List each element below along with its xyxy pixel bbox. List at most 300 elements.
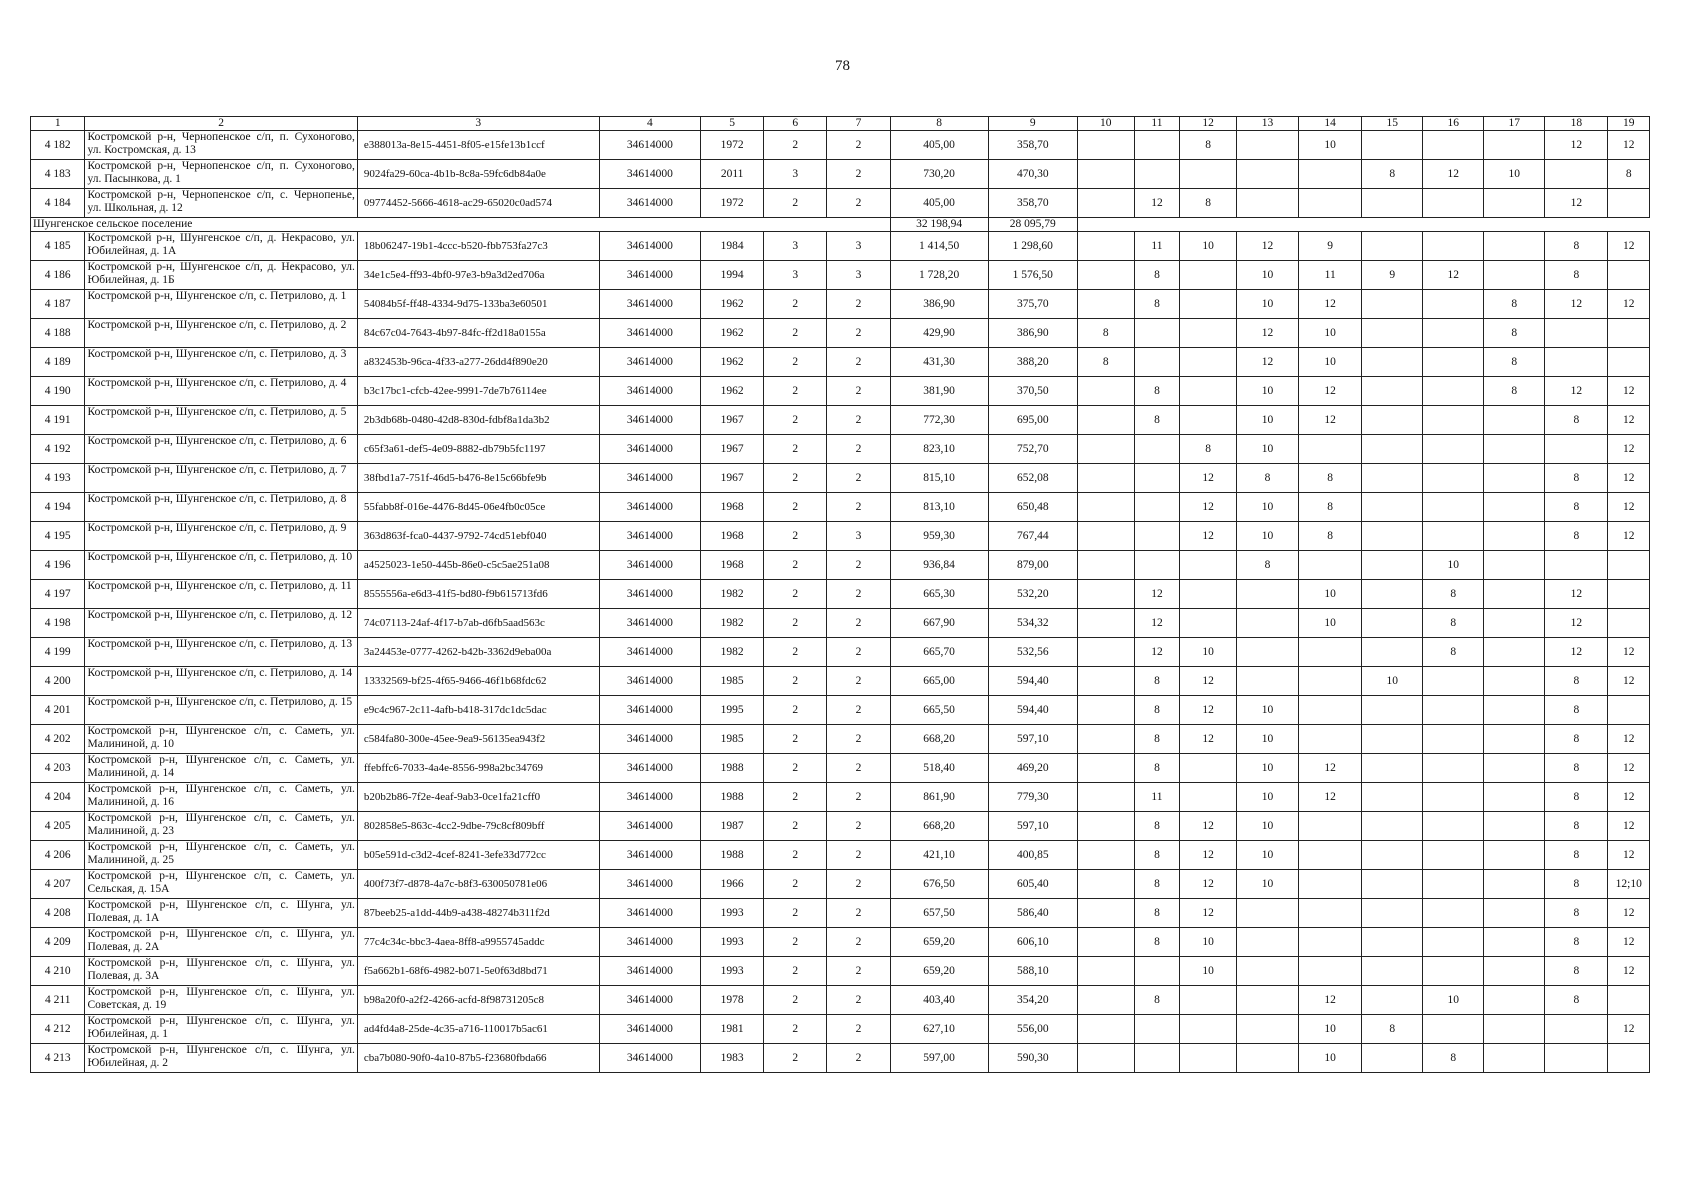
year-built: 1988 (701, 841, 764, 870)
c11 (1134, 957, 1180, 986)
c19: 12;10 (1608, 870, 1650, 899)
c12: 12 (1180, 899, 1237, 928)
c16 (1423, 406, 1484, 435)
c16: 10 (1423, 986, 1484, 1015)
table-row (31, 131, 1650, 160)
c13 (1236, 160, 1298, 189)
c18 (1545, 1015, 1608, 1044)
record-number: 4 199 (31, 638, 85, 667)
year-built: 1962 (701, 319, 764, 348)
year-built: 1981 (701, 1015, 764, 1044)
c11: 11 (1134, 232, 1180, 261)
c19: 12 (1608, 754, 1650, 783)
oktmo-code: 34614000 (599, 493, 700, 522)
floors-count: 2 (764, 841, 827, 870)
entrances-count: 2 (827, 1015, 890, 1044)
total-area: 676,50 (890, 870, 988, 899)
c10 (1077, 290, 1134, 319)
c12 (1180, 754, 1237, 783)
floors-count: 2 (764, 754, 827, 783)
table-row (31, 189, 1650, 218)
c10 (1077, 957, 1134, 986)
c17: 8 (1484, 377, 1545, 406)
table-row (31, 406, 1650, 435)
column-number: 14 (1299, 117, 1362, 131)
column-numbers-row (31, 117, 1650, 131)
c19 (1608, 609, 1650, 638)
c11: 12 (1134, 638, 1180, 667)
living-area: 779,30 (988, 783, 1077, 812)
c13: 10 (1236, 870, 1298, 899)
c10 (1077, 667, 1134, 696)
address: Костромской р-н, Шунгенское с/п, с. Петрилово, д. 11 (85, 580, 357, 609)
c19 (1608, 261, 1650, 290)
entrances-count: 2 (827, 493, 890, 522)
c15 (1362, 580, 1423, 609)
c11 (1134, 131, 1180, 160)
floors-count: 2 (764, 899, 827, 928)
c15 (1362, 232, 1423, 261)
table-row (31, 638, 1650, 667)
entrances-count: 2 (827, 899, 890, 928)
year-built: 1993 (701, 899, 764, 928)
floors-count: 2 (764, 493, 827, 522)
fias-guid: ffebffc6-7033-4a4e-8556-998a2bc34769 (357, 754, 599, 783)
c12 (1180, 406, 1237, 435)
entrances-count: 2 (827, 319, 890, 348)
c15 (1362, 870, 1423, 899)
oktmo-code: 34614000 (599, 464, 700, 493)
c14: 8 (1299, 493, 1362, 522)
c10 (1077, 189, 1134, 218)
c16 (1423, 522, 1484, 551)
c15 (1362, 189, 1423, 218)
c15 (1362, 957, 1423, 986)
c18: 12 (1545, 609, 1608, 638)
c13: 10 (1236, 754, 1298, 783)
year-built: 1982 (701, 609, 764, 638)
c12 (1180, 1044, 1237, 1073)
year-built: 1967 (701, 464, 764, 493)
entrances-count: 2 (827, 667, 890, 696)
c14 (1299, 189, 1362, 218)
column-number: 11 (1134, 117, 1180, 131)
column-number: 16 (1423, 117, 1484, 131)
living-area: 469,20 (988, 754, 1077, 783)
c18: 8 (1545, 870, 1608, 899)
total-area: 431,30 (890, 348, 988, 377)
c14 (1299, 870, 1362, 899)
total-area: 1 728,20 (890, 261, 988, 290)
c18: 8 (1545, 522, 1608, 551)
c12: 12 (1180, 812, 1237, 841)
c18: 8 (1545, 406, 1608, 435)
record-number: 4 194 (31, 493, 85, 522)
fias-guid: 13332569-bf25-4f65-9466-46f1b68fdc62 (357, 667, 599, 696)
c11 (1134, 493, 1180, 522)
year-built: 1985 (701, 667, 764, 696)
living-area: 597,10 (988, 812, 1077, 841)
c19 (1608, 348, 1650, 377)
c16: 12 (1423, 160, 1484, 189)
c14: 8 (1299, 464, 1362, 493)
c10 (1077, 522, 1134, 551)
c10 (1077, 551, 1134, 580)
c18: 8 (1545, 899, 1608, 928)
c13 (1236, 1015, 1298, 1044)
record-number: 4 182 (31, 131, 85, 160)
oktmo-code: 34614000 (599, 348, 700, 377)
c19: 12 (1608, 899, 1650, 928)
oktmo-code: 34614000 (599, 160, 700, 189)
oktmo-code: 34614000 (599, 522, 700, 551)
c11: 8 (1134, 377, 1180, 406)
table-row (31, 464, 1650, 493)
c18: 8 (1545, 667, 1608, 696)
oktmo-code: 34614000 (599, 725, 700, 754)
floors-count: 3 (764, 261, 827, 290)
c10 (1077, 261, 1134, 290)
fias-guid: ad4fd4a8-25de-4c35-a716-110017b5ac61 (357, 1015, 599, 1044)
record-number: 4 213 (31, 1044, 85, 1073)
floors-count: 2 (764, 986, 827, 1015)
c17 (1484, 667, 1545, 696)
c15 (1362, 841, 1423, 870)
living-area: 1 298,60 (988, 232, 1077, 261)
c13: 12 (1236, 319, 1298, 348)
address: Костромской р-н, Шунгенское с/п, с. Петрилово, д. 12 (85, 609, 357, 638)
c13: 10 (1236, 406, 1298, 435)
c11 (1134, 1044, 1180, 1073)
table-row (31, 899, 1650, 928)
total-area: 936,84 (890, 551, 988, 580)
section-living-area: 28 095,79 (988, 218, 1077, 232)
table-row (31, 754, 1650, 783)
living-area: 534,32 (988, 609, 1077, 638)
c11: 11 (1134, 783, 1180, 812)
total-area: 405,00 (890, 189, 988, 218)
c17 (1484, 261, 1545, 290)
c16 (1423, 841, 1484, 870)
column-number: 7 (827, 117, 890, 131)
total-area: 668,20 (890, 812, 988, 841)
c12 (1180, 783, 1237, 812)
c19: 12 (1608, 957, 1650, 986)
oktmo-code: 34614000 (599, 667, 700, 696)
address: Костромской р-н, Шунгенское с/п, с. Шунга, ул. Юбилейная, д. 1 (85, 1015, 357, 1044)
total-area: 659,20 (890, 928, 988, 957)
floors-count: 2 (764, 696, 827, 725)
c17 (1484, 232, 1545, 261)
c15 (1362, 638, 1423, 667)
year-built: 1994 (701, 261, 764, 290)
floors-count: 2 (764, 319, 827, 348)
c15 (1362, 522, 1423, 551)
c17 (1484, 609, 1545, 638)
c15 (1362, 406, 1423, 435)
c10 (1077, 754, 1134, 783)
c17 (1484, 986, 1545, 1015)
c13: 12 (1236, 232, 1298, 261)
living-area: 586,40 (988, 899, 1077, 928)
year-built: 1993 (701, 928, 764, 957)
c11: 8 (1134, 870, 1180, 899)
c11 (1134, 551, 1180, 580)
c16: 8 (1423, 609, 1484, 638)
c15 (1362, 377, 1423, 406)
living-area: 375,70 (988, 290, 1077, 319)
fias-guid: 74c07113-24af-4f17-b7ab-d6fb5aad563c (357, 609, 599, 638)
address: Костромской р-н, Шунгенское с/п, с. Петрилово, д. 3 (85, 348, 357, 377)
c12 (1180, 551, 1237, 580)
oktmo-code: 34614000 (599, 783, 700, 812)
c16 (1423, 899, 1484, 928)
c15: 8 (1362, 1015, 1423, 1044)
address: Костромской р-н, Шунгенское с/п, с. Петрилово, д. 5 (85, 406, 357, 435)
entrances-count: 2 (827, 754, 890, 783)
c15 (1362, 131, 1423, 160)
table-row (31, 696, 1650, 725)
c11: 8 (1134, 290, 1180, 319)
total-area: 665,00 (890, 667, 988, 696)
floors-count: 2 (764, 783, 827, 812)
floors-count: 2 (764, 406, 827, 435)
c17: 8 (1484, 290, 1545, 319)
c10 (1077, 725, 1134, 754)
oktmo-code: 34614000 (599, 870, 700, 899)
table-row (31, 261, 1650, 290)
fias-guid: b3c17bc1-cfcb-42ee-9991-7de7b76114ee (357, 377, 599, 406)
c11: 8 (1134, 928, 1180, 957)
c18: 12 (1545, 638, 1608, 667)
address: Костромской р-н, Шунгенское с/п, с. Петрилово, д. 14 (85, 667, 357, 696)
c11: 8 (1134, 667, 1180, 696)
address: Костромской р-н, Чернопенское с/п, п. Сухоногово, ул. Пасынкова, д. 1 (85, 160, 357, 189)
living-area: 767,44 (988, 522, 1077, 551)
c10 (1077, 783, 1134, 812)
year-built: 1968 (701, 493, 764, 522)
fias-guid: 38fbd1a7-751f-46d5-b476-8e15c66bfe9b (357, 464, 599, 493)
c19 (1608, 189, 1650, 218)
c14: 10 (1299, 319, 1362, 348)
column-number: 18 (1545, 117, 1608, 131)
table-row (31, 986, 1650, 1015)
c10 (1077, 377, 1134, 406)
c12 (1180, 319, 1237, 348)
fias-guid: c584fa80-300e-45ee-9ea9-56135ea943f2 (357, 725, 599, 754)
c18: 8 (1545, 986, 1608, 1015)
entrances-count: 2 (827, 609, 890, 638)
c19: 12 (1608, 812, 1650, 841)
total-area: 386,90 (890, 290, 988, 319)
table-row (31, 870, 1650, 899)
record-number: 4 205 (31, 812, 85, 841)
column-number: 15 (1362, 117, 1423, 131)
c13: 10 (1236, 725, 1298, 754)
oktmo-code: 34614000 (599, 551, 700, 580)
c17: 8 (1484, 319, 1545, 348)
fias-guid: 55fabb8f-016e-4476-8d45-06e4fb0c05ce (357, 493, 599, 522)
year-built: 1978 (701, 986, 764, 1015)
c15 (1362, 899, 1423, 928)
c14 (1299, 160, 1362, 189)
oktmo-code: 34614000 (599, 928, 700, 957)
c17 (1484, 406, 1545, 435)
c15 (1362, 435, 1423, 464)
table-row (31, 841, 1650, 870)
year-built: 1982 (701, 638, 764, 667)
column-number: 17 (1484, 117, 1545, 131)
c15: 8 (1362, 160, 1423, 189)
entrances-count: 2 (827, 406, 890, 435)
c18: 8 (1545, 464, 1608, 493)
c11 (1134, 464, 1180, 493)
c18: 8 (1545, 261, 1608, 290)
table-row (31, 290, 1650, 319)
c19 (1608, 1044, 1650, 1073)
living-area: 354,20 (988, 986, 1077, 1015)
c11: 8 (1134, 261, 1180, 290)
c14: 12 (1299, 377, 1362, 406)
living-area: 386,90 (988, 319, 1077, 348)
c18: 8 (1545, 232, 1608, 261)
oktmo-code: 34614000 (599, 377, 700, 406)
address: Костромской р-н, Шунгенское с/п, с. Петрилово, д. 2 (85, 319, 357, 348)
c18 (1545, 1044, 1608, 1073)
c10 (1077, 131, 1134, 160)
c19: 12 (1608, 522, 1650, 551)
c10 (1077, 986, 1134, 1015)
floors-count: 2 (764, 928, 827, 957)
record-number: 4 188 (31, 319, 85, 348)
c16 (1423, 377, 1484, 406)
c19: 12 (1608, 406, 1650, 435)
c12: 8 (1180, 189, 1237, 218)
c14 (1299, 841, 1362, 870)
c11: 8 (1134, 841, 1180, 870)
total-area: 627,10 (890, 1015, 988, 1044)
year-built: 1967 (701, 435, 764, 464)
c11: 8 (1134, 899, 1180, 928)
address: Костромской р-н, Шунгенское с/п, с. Шунга, ул. Полевая, д. 1А (85, 899, 357, 928)
c17 (1484, 899, 1545, 928)
c12 (1180, 609, 1237, 638)
total-area: 429,90 (890, 319, 988, 348)
c17 (1484, 841, 1545, 870)
address: Костромской р-н, Шунгенское с/п, с. Шунга, ул. Юбилейная, д. 2 (85, 1044, 357, 1073)
fias-guid: 54084b5f-ff48-4334-9d75-133ba3e60501 (357, 290, 599, 319)
oktmo-code: 34614000 (599, 638, 700, 667)
c17 (1484, 464, 1545, 493)
fias-guid: 18b06247-19b1-4ccc-b520-fbb753fa27c3 (357, 232, 599, 261)
year-built: 1982 (701, 580, 764, 609)
oktmo-code: 34614000 (599, 580, 700, 609)
c18: 12 (1545, 131, 1608, 160)
address: Костромской р-н, Шунгенское с/п, с. Саметь, ул. Малининой, д. 23 (85, 812, 357, 841)
living-area: 400,85 (988, 841, 1077, 870)
c18 (1545, 435, 1608, 464)
entrances-count: 2 (827, 580, 890, 609)
c16 (1423, 290, 1484, 319)
c19 (1608, 319, 1650, 348)
c15 (1362, 290, 1423, 319)
c14: 12 (1299, 986, 1362, 1015)
address: Костромской р-н, Шунгенское с/п, с. Петрилово, д. 15 (85, 696, 357, 725)
c18: 8 (1545, 841, 1608, 870)
c18: 8 (1545, 812, 1608, 841)
entrances-count: 2 (827, 725, 890, 754)
fias-guid: f5a662b1-68f6-4982-b071-5e0f63d8bd71 (357, 957, 599, 986)
table-row (31, 232, 1650, 261)
address: Костромской р-н, Шунгенское с/п, с. Саметь, ул. Малининой, д. 14 (85, 754, 357, 783)
c19: 12 (1608, 928, 1650, 957)
c15 (1362, 319, 1423, 348)
c17 (1484, 1015, 1545, 1044)
c11 (1134, 522, 1180, 551)
c12: 12 (1180, 522, 1237, 551)
c10 (1077, 696, 1134, 725)
year-built: 2011 (701, 160, 764, 189)
c13 (1236, 986, 1298, 1015)
floors-count: 2 (764, 725, 827, 754)
floors-count: 2 (764, 580, 827, 609)
address: Костромской р-н, Шунгенское с/п, с. Петрилово, д. 7 (85, 464, 357, 493)
address: Костромской р-н, Шунгенское с/п, д. Некрасово, ул. Юбилейная, д. 1Б (85, 261, 357, 290)
c16 (1423, 348, 1484, 377)
column-number: 9 (988, 117, 1077, 131)
floors-count: 2 (764, 189, 827, 218)
record-number: 4 211 (31, 986, 85, 1015)
c16 (1423, 725, 1484, 754)
c14: 12 (1299, 754, 1362, 783)
oktmo-code: 34614000 (599, 319, 700, 348)
floors-count: 2 (764, 551, 827, 580)
year-built: 1993 (701, 957, 764, 986)
total-area: 597,00 (890, 1044, 988, 1073)
record-number: 4 203 (31, 754, 85, 783)
c18 (1545, 551, 1608, 580)
entrances-count: 2 (827, 464, 890, 493)
living-area: 594,40 (988, 667, 1077, 696)
entrances-count: 2 (827, 783, 890, 812)
c10 (1077, 812, 1134, 841)
c15 (1362, 725, 1423, 754)
record-number: 4 208 (31, 899, 85, 928)
c14 (1299, 928, 1362, 957)
c10 (1077, 928, 1134, 957)
c12 (1180, 377, 1237, 406)
c15 (1362, 696, 1423, 725)
total-area: 665,50 (890, 696, 988, 725)
living-area: 388,20 (988, 348, 1077, 377)
record-number: 4 201 (31, 696, 85, 725)
entrances-count: 2 (827, 551, 890, 580)
c13 (1236, 667, 1298, 696)
table-row (31, 725, 1650, 754)
living-area: 590,30 (988, 1044, 1077, 1073)
oktmo-code: 34614000 (599, 986, 700, 1015)
record-number: 4 184 (31, 189, 85, 218)
fias-guid: 400f73f7-d878-4a7c-b8f3-630050781e06 (357, 870, 599, 899)
living-area: 358,70 (988, 131, 1077, 160)
table-row (31, 522, 1650, 551)
c14: 10 (1299, 580, 1362, 609)
c13: 10 (1236, 783, 1298, 812)
column-number: 1 (31, 117, 85, 131)
c17 (1484, 928, 1545, 957)
c19: 12 (1608, 464, 1650, 493)
c18: 8 (1545, 957, 1608, 986)
